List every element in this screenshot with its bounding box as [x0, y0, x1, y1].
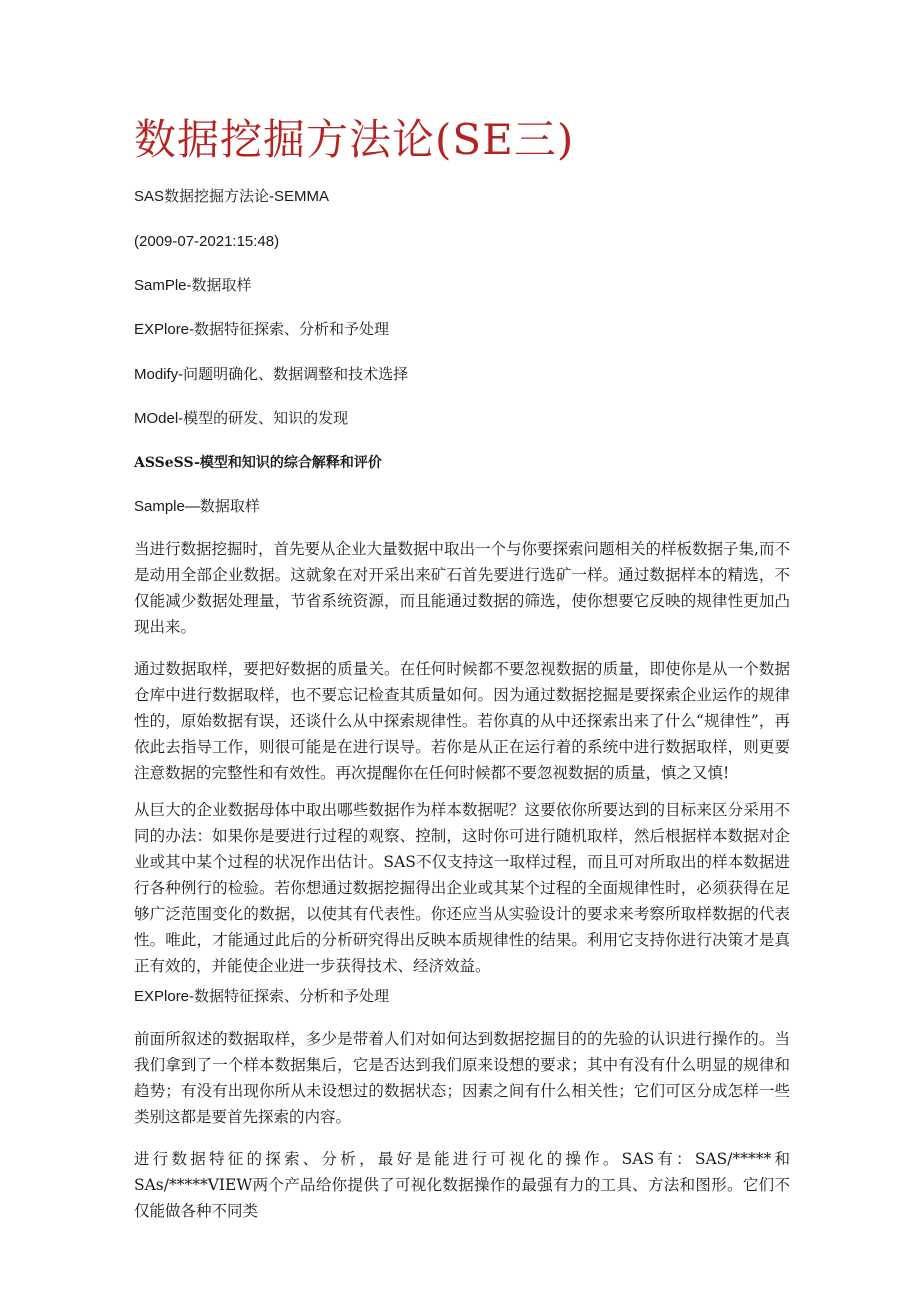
step-model: MOdel-模型的研发、知识的发现: [134, 410, 349, 427]
section-heading-explore: EXPlore-数据特征探索、分析和予处理: [134, 988, 390, 1005]
section-heading-sample: Sample—数据取样: [134, 498, 260, 515]
step-modify: Modify-问题明确化、数据调整和技术选择: [134, 366, 409, 383]
step-explore: EXPlore-数据特征探索、分析和予处理: [134, 321, 390, 338]
paragraph-visualization: 进行数据特征的探索、分析，最好是能进行可视化的操作。SAS有：SAS/*****和SAs/*****VIEW两个产品给你提供了可视化数据操作的最强有力的工具、方法和图形。它们不仅能做各种不同类: [134, 1150, 790, 1220]
paragraph-sample-selection: 从巨大的企业数据母体中取出哪些数据作为样本数据呢？这要依你所要达到的目标来区分采用不同的办法：如果你是要进行过程的观察、控制，这时你可进行随机取样，然后根据样本数据对企业或其中某个过程的状况作出估计。SAS不仅支持这一取样过程，而且可对所取出的样本数据进行各种例行的检验。若你想通过数据挖掘得出企业或其某个过程的全面规律性时，必须获得在足够广泛范围变化的数据，以使其有代表性。你还应当从实验设计的要求来考察所取样数据的代表性。唯此，才能通过此后的分析研究得出反映本质规律性的结果。利用它支持你进行决策才是真正有效的，并能使企业进一步获得技术、经济效益。: [134, 801, 790, 975]
document-subtitle: SAS数据挖掘方法论-SEMMA: [134, 188, 330, 205]
paragraph-data-quality: 通过数据取样，要把好数据的质量关。在任何时候都不要忽视数据的质量，即使你是从一个数据仓库中进行数据取样，也不要忘记检查其质量如何。因为通过数据挖掘是要探索企业运作的规律性的，原始数据有误，还谈什么从中探索规律性。若你真的从中还探索出来了什么“规律性”，再依此去指导工作，则很可能是在进行误导。若你是从正在运行着的系统中进行数据取样，则更要注意数据的完整性和有效性。再次提醒你在任何时候都不要忽视数据的质量，慎之又慎!: [134, 660, 790, 782]
step-assess: ASSeSS-模型和知识的综合解释和评价: [134, 455, 382, 471]
paragraph-sampling-intro: 当进行数据挖掘时，首先要从企业大量数据中取出一个与你要探索问题相关的样板数据子集,而不是动用全部企业数据。这就象在对开采出来矿石首先要进行选矿一样。通过数据样本的精选，不仅能减少数据处理量，节省系统资源，而且能通过数据的筛选，使你想要它反映的规律性更加凸现出来。: [134, 540, 790, 636]
step-sample: SamPle-数据取样: [134, 277, 252, 294]
paragraph-explore-intro: 前面所叙述的数据取样，多少是带着人们对如何达到数据挖掘目的的先验的认识进行操作的。当我们拿到了一个样本数据集后，它是否达到我们原来设想的要求；其中有没有什么明显的规律和趋势；有没有出现你所从未设想过的数据状态；因素之间有什么相关性；它们可区分成怎样一些类别这都是要首先探索的内容。: [134, 1030, 790, 1126]
document-title: 数据挖掘方法论(SE三): [134, 115, 575, 164]
document-date: (2009-07-2021:15:48): [134, 233, 280, 250]
